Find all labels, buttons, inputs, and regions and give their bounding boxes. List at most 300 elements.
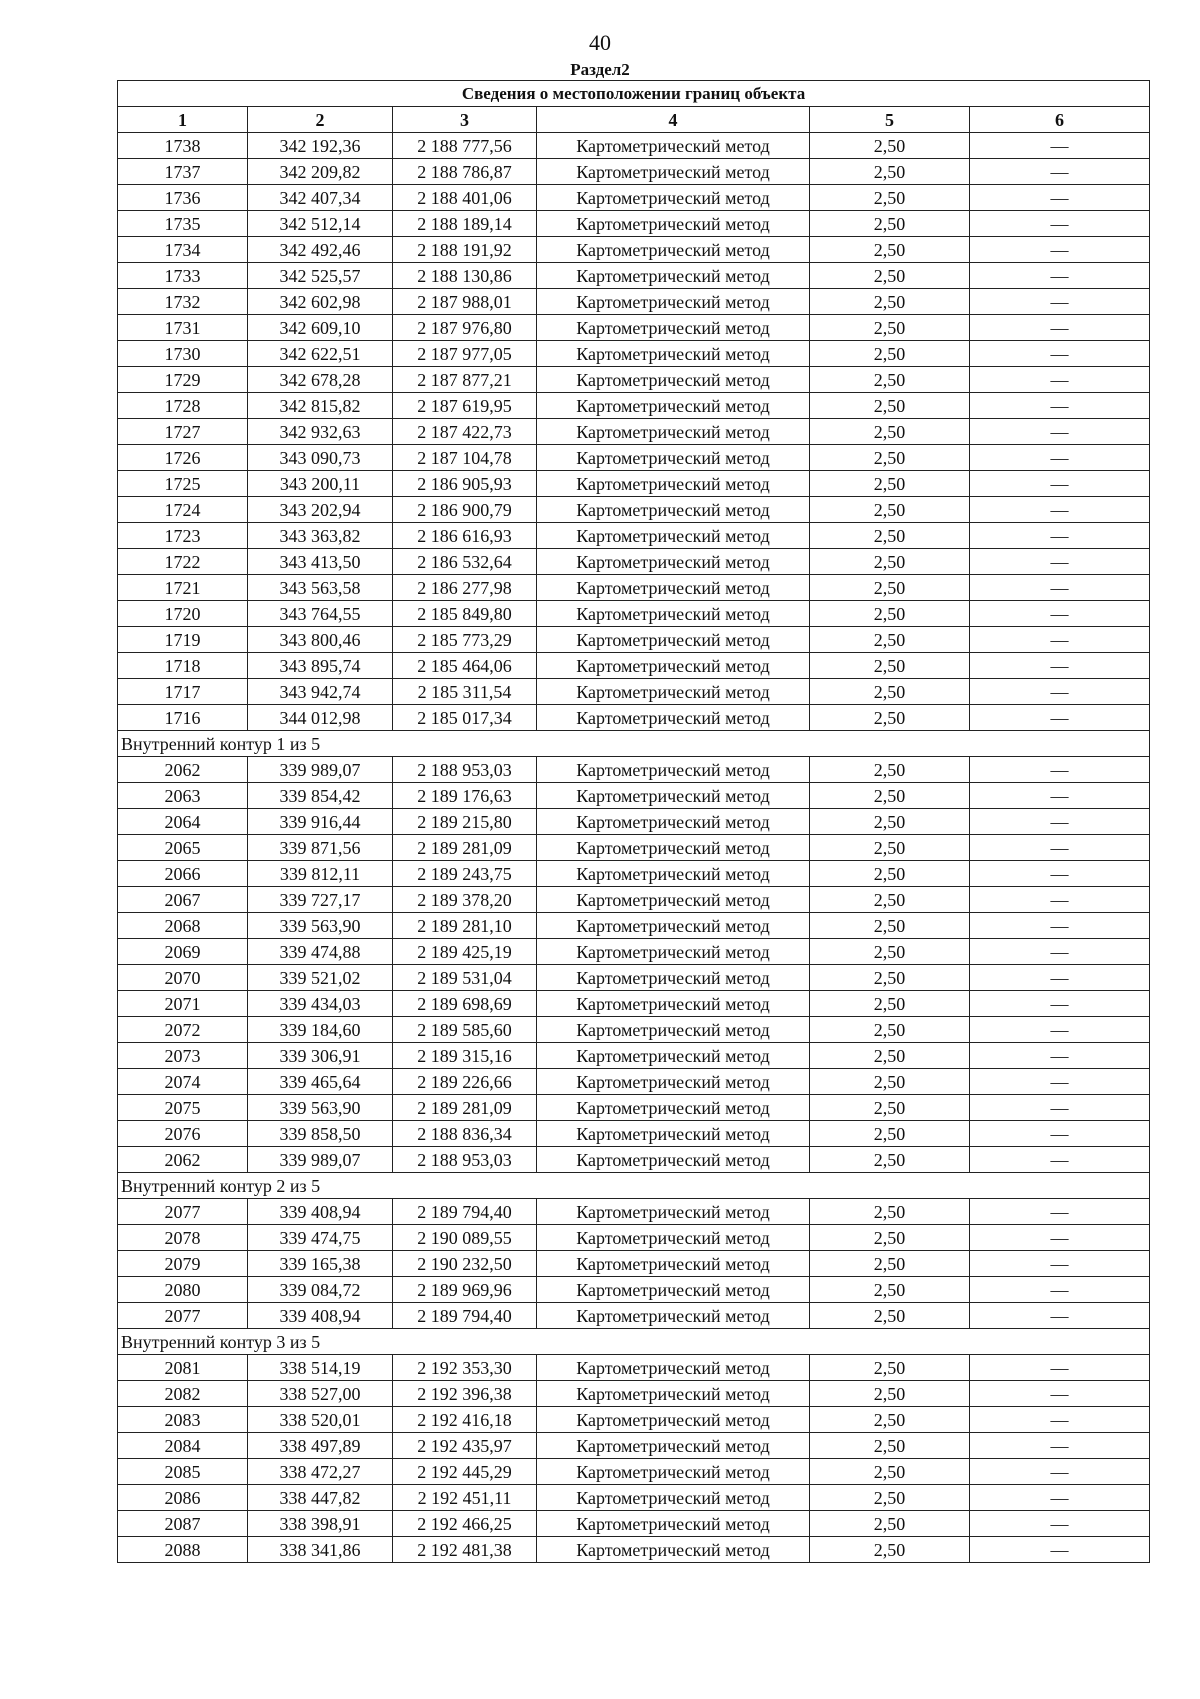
point-number-cell: 1728	[118, 393, 248, 419]
method-cell: Картометрический метод	[537, 341, 810, 367]
accuracy-cell: 2,50	[810, 549, 970, 575]
x-coordinate-cell: 339 165,38	[248, 1251, 393, 1277]
y-coordinate-cell: 2 190 232,50	[393, 1251, 537, 1277]
method-cell: Картометрический метод	[537, 1147, 810, 1173]
method-cell: Картометрический метод	[537, 1407, 810, 1433]
method-cell: Картометрический метод	[537, 1017, 810, 1043]
accuracy-cell: 2,50	[810, 1485, 970, 1511]
description-cell: —	[970, 1095, 1150, 1121]
point-number-cell: 1724	[118, 497, 248, 523]
x-coordinate-cell: 342 622,51	[248, 341, 393, 367]
point-number-cell: 2088	[118, 1537, 248, 1563]
accuracy-cell: 2,50	[810, 1433, 970, 1459]
column-header: 1	[118, 107, 248, 133]
accuracy-cell: 2,50	[810, 523, 970, 549]
x-coordinate-cell: 338 497,89	[248, 1433, 393, 1459]
column-number-row	[118, 107, 1150, 133]
y-coordinate-cell: 2 189 281,10	[393, 913, 537, 939]
y-coordinate-cell: 2 187 988,01	[393, 289, 537, 315]
x-coordinate-cell: 343 202,94	[248, 497, 393, 523]
table-row	[118, 497, 1150, 523]
description-cell: —	[970, 1381, 1150, 1407]
description-cell: —	[970, 341, 1150, 367]
point-number-cell: 1721	[118, 575, 248, 601]
y-coordinate-cell: 2 189 281,09	[393, 1095, 537, 1121]
x-coordinate-cell: 338 527,00	[248, 1381, 393, 1407]
method-cell: Картометрический метод	[537, 705, 810, 731]
accuracy-cell: 2,50	[810, 601, 970, 627]
y-coordinate-cell: 2 192 445,29	[393, 1459, 537, 1485]
point-number-cell: 2070	[118, 965, 248, 991]
description-cell: —	[970, 1407, 1150, 1433]
method-cell: Картометрический метод	[537, 783, 810, 809]
method-cell: Картометрический метод	[537, 367, 810, 393]
point-number-cell: 2063	[118, 783, 248, 809]
method-cell: Картометрический метод	[537, 809, 810, 835]
y-coordinate-cell: 2 187 976,80	[393, 315, 537, 341]
point-number-cell: 1729	[118, 367, 248, 393]
x-coordinate-cell: 339 184,60	[248, 1017, 393, 1043]
y-coordinate-cell: 2 187 877,21	[393, 367, 537, 393]
description-cell: —	[970, 159, 1150, 185]
table-row	[118, 1121, 1150, 1147]
accuracy-cell: 2,50	[810, 315, 970, 341]
method-cell: Картометрический метод	[537, 1381, 810, 1407]
method-cell: Картометрический метод	[537, 679, 810, 705]
accuracy-cell: 2,50	[810, 289, 970, 315]
accuracy-cell: 2,50	[810, 185, 970, 211]
point-number-cell: 1726	[118, 445, 248, 471]
description-cell: —	[970, 1043, 1150, 1069]
method-cell: Картометрический метод	[537, 1251, 810, 1277]
x-coordinate-cell: 339 916,44	[248, 809, 393, 835]
x-coordinate-cell: 339 563,90	[248, 1095, 393, 1121]
method-cell: Картометрический метод	[537, 549, 810, 575]
accuracy-cell: 2,50	[810, 705, 970, 731]
description-cell: —	[970, 393, 1150, 419]
method-cell: Картометрический метод	[537, 471, 810, 497]
y-coordinate-cell: 2 185 849,80	[393, 601, 537, 627]
table-row	[118, 653, 1150, 679]
description-cell: —	[970, 1121, 1150, 1147]
description-cell: —	[970, 1511, 1150, 1537]
x-coordinate-cell: 338 514,19	[248, 1355, 393, 1381]
table-row	[118, 705, 1150, 731]
table-row	[118, 991, 1150, 1017]
point-number-cell: 2068	[118, 913, 248, 939]
table-row	[118, 445, 1150, 471]
table-row	[118, 913, 1150, 939]
contour-label-row	[118, 1329, 1150, 1355]
description-cell: —	[970, 1017, 1150, 1043]
table-row	[118, 263, 1150, 289]
y-coordinate-cell: 2 189 585,60	[393, 1017, 537, 1043]
accuracy-cell: 2,50	[810, 1407, 970, 1433]
description-cell: —	[970, 1225, 1150, 1251]
table-row	[118, 159, 1150, 185]
table-row	[118, 679, 1150, 705]
description-cell: —	[970, 1459, 1150, 1485]
table-row	[118, 1147, 1150, 1173]
method-cell: Картометрический метод	[537, 211, 810, 237]
point-number-cell: 1736	[118, 185, 248, 211]
point-number-cell: 2082	[118, 1381, 248, 1407]
y-coordinate-cell: 2 192 481,38	[393, 1537, 537, 1563]
table-row	[118, 1459, 1150, 1485]
description-cell: —	[970, 679, 1150, 705]
y-coordinate-cell: 2 186 616,93	[393, 523, 537, 549]
y-coordinate-cell: 2 186 532,64	[393, 549, 537, 575]
table-row	[118, 575, 1150, 601]
description-cell: —	[970, 211, 1150, 237]
x-coordinate-cell: 343 090,73	[248, 445, 393, 471]
y-coordinate-cell: 2 187 977,05	[393, 341, 537, 367]
description-cell: —	[970, 367, 1150, 393]
y-coordinate-cell: 2 187 422,73	[393, 419, 537, 445]
point-number-cell: 1731	[118, 315, 248, 341]
point-number-cell: 1734	[118, 237, 248, 263]
column-header: 4	[537, 107, 810, 133]
table-row	[118, 1069, 1150, 1095]
accuracy-cell: 2,50	[810, 1303, 970, 1329]
section-title: Раздел2	[570, 60, 630, 79]
point-number-cell: 1735	[118, 211, 248, 237]
y-coordinate-cell: 2 189 794,40	[393, 1303, 537, 1329]
y-coordinate-cell: 2 189 531,04	[393, 965, 537, 991]
method-cell: Картометрический метод	[537, 497, 810, 523]
point-number-cell: 1737	[118, 159, 248, 185]
x-coordinate-cell: 339 408,94	[248, 1199, 393, 1225]
y-coordinate-cell: 2 192 353,30	[393, 1355, 537, 1381]
table-row	[118, 965, 1150, 991]
x-coordinate-cell: 343 413,50	[248, 549, 393, 575]
x-coordinate-cell: 344 012,98	[248, 705, 393, 731]
point-number-cell: 2065	[118, 835, 248, 861]
table-row	[118, 419, 1150, 445]
table-row	[118, 809, 1150, 835]
point-number-cell: 2081	[118, 1355, 248, 1381]
description-cell: —	[970, 991, 1150, 1017]
point-number-cell: 2073	[118, 1043, 248, 1069]
accuracy-cell: 2,50	[810, 939, 970, 965]
table-caption-row	[118, 81, 1150, 107]
y-coordinate-cell: 2 189 281,09	[393, 835, 537, 861]
point-number-cell: 2066	[118, 861, 248, 887]
point-number-cell: 2071	[118, 991, 248, 1017]
accuracy-cell: 2,50	[810, 1537, 970, 1563]
table-row	[118, 289, 1150, 315]
column-header: 6	[970, 107, 1150, 133]
table-row	[118, 939, 1150, 965]
point-number-cell: 2067	[118, 887, 248, 913]
method-cell: Картометрический метод	[537, 1043, 810, 1069]
point-number-cell: 2087	[118, 1511, 248, 1537]
method-cell: Картометрический метод	[537, 1199, 810, 1225]
x-coordinate-cell: 339 989,07	[248, 757, 393, 783]
accuracy-cell: 2,50	[810, 1043, 970, 1069]
table-row	[118, 835, 1150, 861]
table-row	[118, 549, 1150, 575]
method-cell: Картометрический метод	[537, 1433, 810, 1459]
x-coordinate-cell: 339 434,03	[248, 991, 393, 1017]
y-coordinate-cell: 2 192 396,38	[393, 1381, 537, 1407]
description-cell: —	[970, 1303, 1150, 1329]
contour-label-row	[118, 1173, 1150, 1199]
table-row	[118, 471, 1150, 497]
method-cell: Картометрический метод	[537, 1511, 810, 1537]
x-coordinate-cell: 339 306,91	[248, 1043, 393, 1069]
table-row	[118, 185, 1150, 211]
method-cell: Картометрический метод	[537, 601, 810, 627]
x-coordinate-cell: 339 871,56	[248, 835, 393, 861]
description-cell: —	[970, 705, 1150, 731]
table-row	[118, 211, 1150, 237]
table-row	[118, 1225, 1150, 1251]
table-row	[118, 1537, 1150, 1563]
table-row	[118, 315, 1150, 341]
y-coordinate-cell: 2 188 953,03	[393, 1147, 537, 1173]
x-coordinate-cell: 342 815,82	[248, 393, 393, 419]
table-row	[118, 887, 1150, 913]
method-cell: Картометрический метод	[537, 133, 810, 159]
description-cell: —	[970, 1485, 1150, 1511]
page-number: 40	[589, 30, 611, 55]
x-coordinate-cell: 342 407,34	[248, 185, 393, 211]
point-number-cell: 1727	[118, 419, 248, 445]
y-coordinate-cell: 2 189 176,63	[393, 783, 537, 809]
point-number-cell: 2080	[118, 1277, 248, 1303]
table-row	[118, 1381, 1150, 1407]
method-cell: Картометрический метод	[537, 263, 810, 289]
accuracy-cell: 2,50	[810, 1199, 970, 1225]
x-coordinate-cell: 339 858,50	[248, 1121, 393, 1147]
y-coordinate-cell: 2 189 794,40	[393, 1199, 537, 1225]
description-cell: —	[970, 1251, 1150, 1277]
method-cell: Картометрический метод	[537, 1537, 810, 1563]
accuracy-cell: 2,50	[810, 445, 970, 471]
x-coordinate-cell: 339 563,90	[248, 913, 393, 939]
table-row	[118, 1303, 1150, 1329]
y-coordinate-cell: 2 187 104,78	[393, 445, 537, 471]
point-number-cell: 1717	[118, 679, 248, 705]
description-cell: —	[970, 133, 1150, 159]
point-number-cell: 2086	[118, 1485, 248, 1511]
method-cell: Картометрический метод	[537, 1303, 810, 1329]
x-coordinate-cell: 338 472,27	[248, 1459, 393, 1485]
table-row	[118, 393, 1150, 419]
y-coordinate-cell: 2 189 969,96	[393, 1277, 537, 1303]
accuracy-cell: 2,50	[810, 159, 970, 185]
method-cell: Картометрический метод	[537, 1459, 810, 1485]
y-coordinate-cell: 2 189 425,19	[393, 939, 537, 965]
point-number-cell: 1719	[118, 627, 248, 653]
x-coordinate-cell: 339 474,75	[248, 1225, 393, 1251]
method-cell: Картометрический метод	[537, 1121, 810, 1147]
y-coordinate-cell: 2 188 777,56	[393, 133, 537, 159]
table-row	[118, 1485, 1150, 1511]
y-coordinate-cell: 2 192 451,11	[393, 1485, 537, 1511]
x-coordinate-cell: 342 602,98	[248, 289, 393, 315]
point-number-cell: 2074	[118, 1069, 248, 1095]
y-coordinate-cell: 2 189 215,80	[393, 809, 537, 835]
description-cell: —	[970, 289, 1150, 315]
description-cell: —	[970, 783, 1150, 809]
method-cell: Картометрический метод	[537, 523, 810, 549]
x-coordinate-cell: 342 678,28	[248, 367, 393, 393]
table-row	[118, 783, 1150, 809]
table-row	[118, 133, 1150, 159]
x-coordinate-cell: 338 520,01	[248, 1407, 393, 1433]
accuracy-cell: 2,50	[810, 1459, 970, 1485]
method-cell: Картометрический метод	[537, 315, 810, 341]
accuracy-cell: 2,50	[810, 341, 970, 367]
x-coordinate-cell: 339 465,64	[248, 1069, 393, 1095]
description-cell: —	[970, 523, 1150, 549]
y-coordinate-cell: 2 185 773,29	[393, 627, 537, 653]
y-coordinate-cell: 2 188 189,14	[393, 211, 537, 237]
accuracy-cell: 2,50	[810, 1277, 970, 1303]
boundary-coordinates-table	[117, 80, 1150, 1563]
description-cell: —	[970, 627, 1150, 653]
point-number-cell: 2072	[118, 1017, 248, 1043]
accuracy-cell: 2,50	[810, 1225, 970, 1251]
x-coordinate-cell: 343 800,46	[248, 627, 393, 653]
x-coordinate-cell: 339 854,42	[248, 783, 393, 809]
method-cell: Картометрический метод	[537, 237, 810, 263]
description-cell: —	[970, 757, 1150, 783]
description-cell: —	[970, 861, 1150, 887]
accuracy-cell: 2,50	[810, 263, 970, 289]
description-cell: —	[970, 1355, 1150, 1381]
method-cell: Картометрический метод	[537, 835, 810, 861]
y-coordinate-cell: 2 189 243,75	[393, 861, 537, 887]
accuracy-cell: 2,50	[810, 783, 970, 809]
method-cell: Картометрический метод	[537, 185, 810, 211]
table-row	[118, 861, 1150, 887]
accuracy-cell: 2,50	[810, 1251, 970, 1277]
accuracy-cell: 2,50	[810, 419, 970, 445]
method-cell: Картометрический метод	[537, 627, 810, 653]
point-number-cell: 1718	[118, 653, 248, 679]
point-number-cell: 2062	[118, 757, 248, 783]
accuracy-cell: 2,50	[810, 471, 970, 497]
column-header: 5	[810, 107, 970, 133]
x-coordinate-cell: 339 727,17	[248, 887, 393, 913]
description-cell: —	[970, 1069, 1150, 1095]
method-cell: Картометрический метод	[537, 445, 810, 471]
y-coordinate-cell: 2 187 619,95	[393, 393, 537, 419]
table-row	[118, 1355, 1150, 1381]
point-number-cell: 2085	[118, 1459, 248, 1485]
method-cell: Картометрический метод	[537, 913, 810, 939]
y-coordinate-cell: 2 189 378,20	[393, 887, 537, 913]
x-coordinate-cell: 342 525,57	[248, 263, 393, 289]
x-coordinate-cell: 343 942,74	[248, 679, 393, 705]
description-cell: —	[970, 549, 1150, 575]
method-cell: Картометрический метод	[537, 861, 810, 887]
point-number-cell: 2077	[118, 1303, 248, 1329]
method-cell: Картометрический метод	[537, 289, 810, 315]
method-cell: Картометрический метод	[537, 939, 810, 965]
method-cell: Картометрический метод	[537, 653, 810, 679]
contour-label: Внутренний контур 3 из 5	[118, 1329, 1150, 1355]
y-coordinate-cell: 2 185 017,34	[393, 705, 537, 731]
accuracy-cell: 2,50	[810, 913, 970, 939]
y-coordinate-cell: 2 189 315,16	[393, 1043, 537, 1069]
x-coordinate-cell: 338 341,86	[248, 1537, 393, 1563]
description-cell: —	[970, 601, 1150, 627]
method-cell: Картометрический метод	[537, 1277, 810, 1303]
x-coordinate-cell: 343 200,11	[248, 471, 393, 497]
accuracy-cell: 2,50	[810, 497, 970, 523]
point-number-cell: 2069	[118, 939, 248, 965]
point-number-cell: 2084	[118, 1433, 248, 1459]
table-row	[118, 341, 1150, 367]
x-coordinate-cell: 342 609,10	[248, 315, 393, 341]
accuracy-cell: 2,50	[810, 1511, 970, 1537]
accuracy-cell: 2,50	[810, 1381, 970, 1407]
accuracy-cell: 2,50	[810, 653, 970, 679]
accuracy-cell: 2,50	[810, 965, 970, 991]
method-cell: Картометрический метод	[537, 757, 810, 783]
method-cell: Картометрический метод	[537, 1355, 810, 1381]
y-coordinate-cell: 2 188 836,34	[393, 1121, 537, 1147]
accuracy-cell: 2,50	[810, 991, 970, 1017]
point-number-cell: 1720	[118, 601, 248, 627]
table-row	[118, 757, 1150, 783]
contour-label: Внутренний контур 2 из 5	[118, 1173, 1150, 1199]
accuracy-cell: 2,50	[810, 1069, 970, 1095]
method-cell: Картометрический метод	[537, 575, 810, 601]
x-coordinate-cell: 339 812,11	[248, 861, 393, 887]
y-coordinate-cell: 2 188 191,92	[393, 237, 537, 263]
table-row	[118, 367, 1150, 393]
description-cell: —	[970, 1277, 1150, 1303]
method-cell: Картометрический метод	[537, 887, 810, 913]
table-body	[118, 133, 1150, 1563]
contour-label: Внутренний контур 1 из 5	[118, 731, 1150, 757]
x-coordinate-cell: 343 363,82	[248, 523, 393, 549]
accuracy-cell: 2,50	[810, 757, 970, 783]
description-cell: —	[970, 965, 1150, 991]
y-coordinate-cell: 2 188 401,06	[393, 185, 537, 211]
accuracy-cell: 2,50	[810, 1017, 970, 1043]
x-coordinate-cell: 339 989,07	[248, 1147, 393, 1173]
accuracy-cell: 2,50	[810, 1147, 970, 1173]
point-number-cell: 2083	[118, 1407, 248, 1433]
description-cell: —	[970, 575, 1150, 601]
accuracy-cell: 2,50	[810, 133, 970, 159]
method-cell: Картометрический метод	[537, 1069, 810, 1095]
x-coordinate-cell: 343 895,74	[248, 653, 393, 679]
y-coordinate-cell: 2 186 277,98	[393, 575, 537, 601]
table-row	[118, 1095, 1150, 1121]
point-number-cell: 1733	[118, 263, 248, 289]
description-cell: —	[970, 809, 1150, 835]
method-cell: Картометрический метод	[537, 1225, 810, 1251]
point-number-cell: 2078	[118, 1225, 248, 1251]
method-cell: Картометрический метод	[537, 419, 810, 445]
x-coordinate-cell: 339 521,02	[248, 965, 393, 991]
description-cell: —	[970, 887, 1150, 913]
y-coordinate-cell: 2 192 435,97	[393, 1433, 537, 1459]
table-row	[118, 1043, 1150, 1069]
x-coordinate-cell: 343 764,55	[248, 601, 393, 627]
accuracy-cell: 2,50	[810, 809, 970, 835]
accuracy-cell: 2,50	[810, 237, 970, 263]
y-coordinate-cell: 2 188 130,86	[393, 263, 537, 289]
method-cell: Картометрический метод	[537, 965, 810, 991]
